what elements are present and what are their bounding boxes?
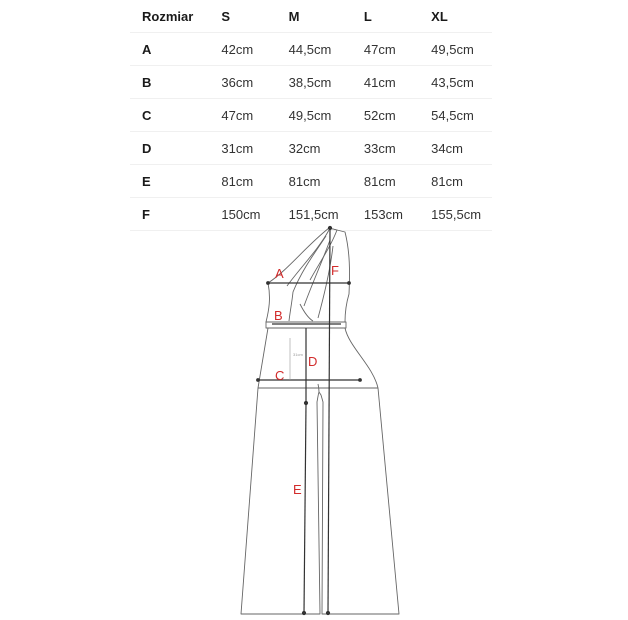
table-row <box>130 165 492 198</box>
row-label: B <box>130 66 209 99</box>
measure-point <box>359 379 362 382</box>
cell-value: 81cm <box>419 165 492 198</box>
header-xl: XL <box>419 0 492 33</box>
label-a: A <box>275 266 284 281</box>
measure-point <box>327 612 330 615</box>
measure-point <box>329 227 332 230</box>
table-row <box>130 33 492 66</box>
measure-point <box>348 282 351 285</box>
row-label: F <box>130 198 209 231</box>
cell-value: 42cm <box>209 33 276 66</box>
label-f: F <box>331 263 339 278</box>
label-e: E <box>293 482 302 497</box>
cell-value: 151,5cm <box>277 198 352 231</box>
table-row <box>130 66 492 99</box>
cell-value: 153cm <box>352 198 419 231</box>
cell-value: 41cm <box>352 66 419 99</box>
cell-value: 32cm <box>277 132 352 165</box>
measure-point <box>305 402 308 405</box>
header-l: L <box>352 0 419 33</box>
cell-value: 49,5cm <box>419 33 492 66</box>
measure-e-line <box>304 404 306 613</box>
header-size: Rozmiar <box>130 0 209 33</box>
row-label: C <box>130 99 209 132</box>
inner-rise-note: 31cm <box>293 352 303 357</box>
cell-value: 44,5cm <box>277 33 352 66</box>
cell-value: 34cm <box>419 132 492 165</box>
header-m: M <box>277 0 352 33</box>
row-label: A <box>130 33 209 66</box>
label-d: D <box>308 354 318 369</box>
size-table <box>130 0 492 231</box>
pants-outline <box>241 328 399 614</box>
table-row <box>130 132 492 165</box>
cell-value: 54,5cm <box>419 99 492 132</box>
cell-value: 81cm <box>277 165 352 198</box>
cell-value: 49,5cm <box>277 99 352 132</box>
cell-value: 47cm <box>209 99 276 132</box>
cell-value: 31cm <box>209 132 276 165</box>
cell-value: 33cm <box>352 132 419 165</box>
header-s: S <box>209 0 276 33</box>
cell-value: 155,5cm <box>419 198 492 231</box>
cell-value: 36cm <box>209 66 276 99</box>
measure-point <box>257 379 260 382</box>
measure-point <box>267 282 270 285</box>
label-b: B <box>274 308 283 323</box>
cell-value: 38,5cm <box>277 66 352 99</box>
measure-f-line <box>328 228 330 613</box>
row-label: E <box>130 165 209 198</box>
drape-fold <box>318 246 333 318</box>
table-row <box>130 99 492 132</box>
jumpsuit-measurement-diagram <box>0 222 628 620</box>
drape-fold <box>300 304 313 321</box>
measure-point <box>303 612 306 615</box>
cell-value: 52cm <box>352 99 419 132</box>
cell-value: 81cm <box>209 165 276 198</box>
row-label: D <box>130 132 209 165</box>
cell-value: 81cm <box>352 165 419 198</box>
cell-value: 43,5cm <box>419 66 492 99</box>
cell-value: 150cm <box>209 198 276 231</box>
table-header-row <box>130 0 492 33</box>
label-c: C <box>275 368 285 383</box>
cell-value: 47cm <box>352 33 419 66</box>
